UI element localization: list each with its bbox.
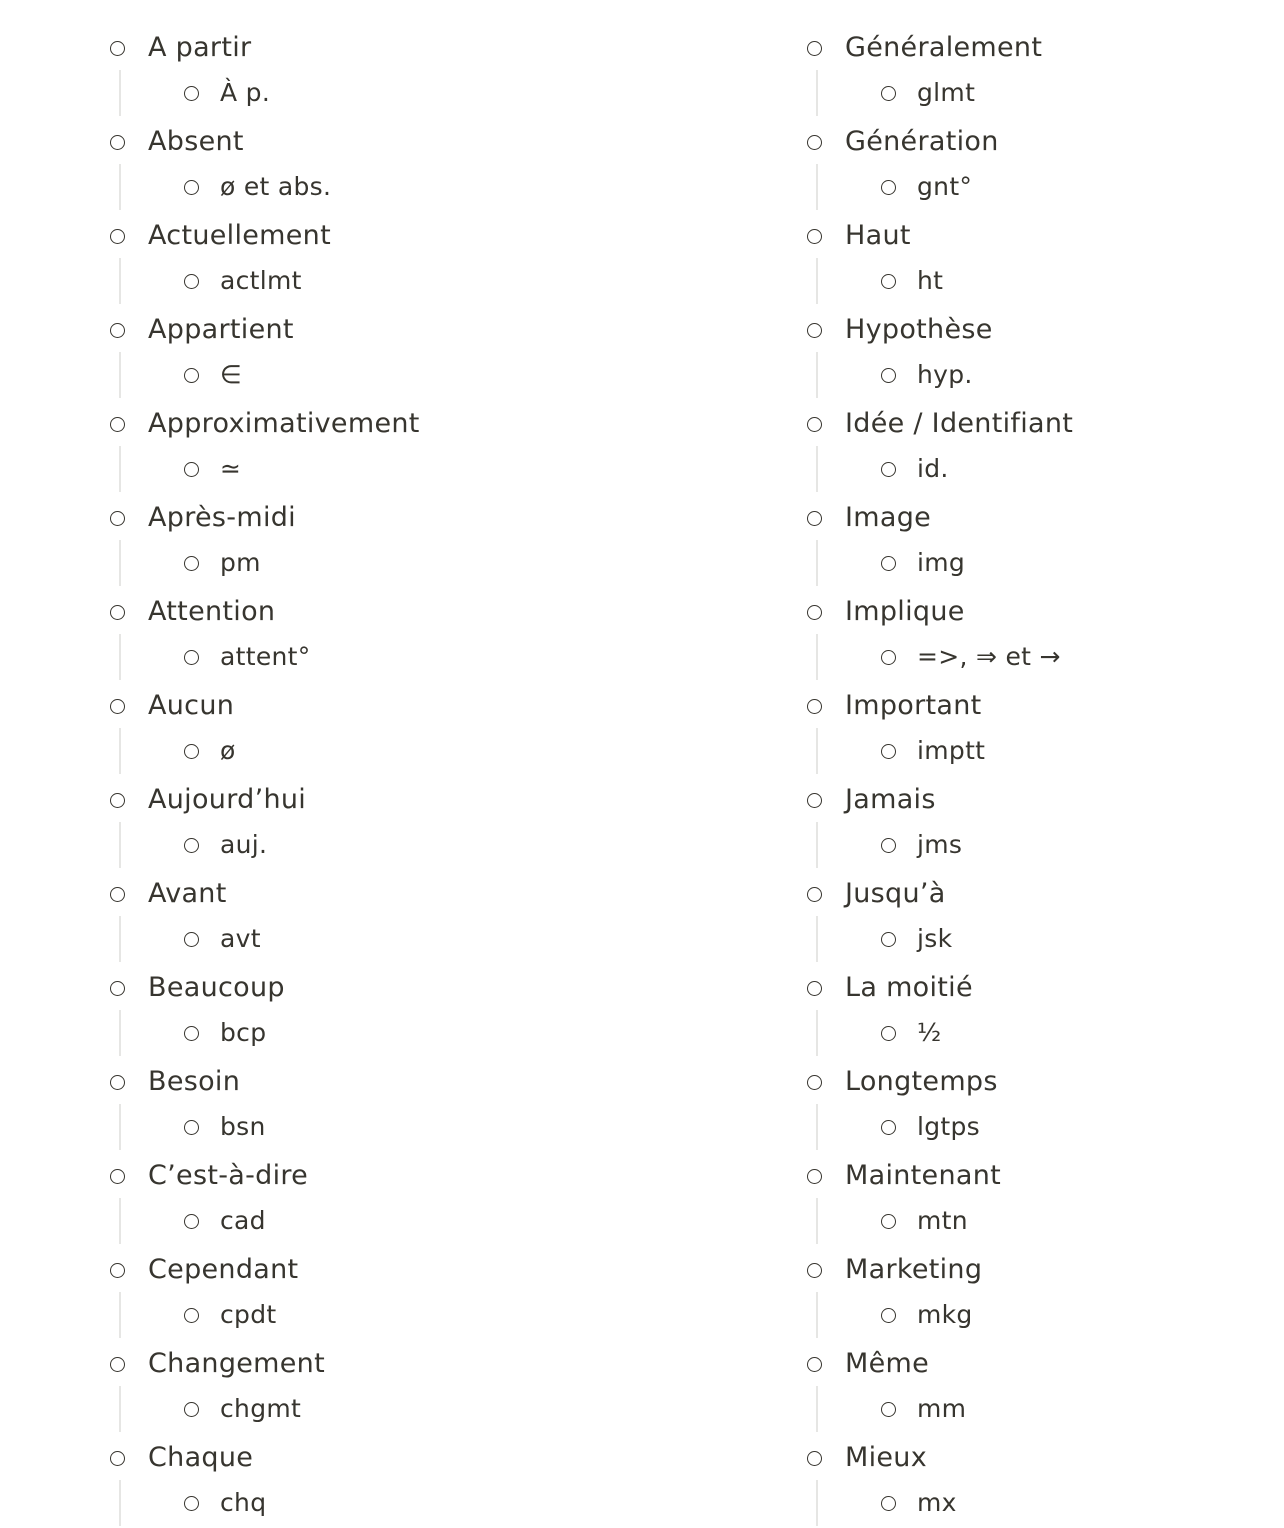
term-text: Changement xyxy=(148,1348,325,1379)
abbreviation-text: chgmt xyxy=(220,1394,302,1423)
abbreviation-row xyxy=(881,1486,957,1520)
term-row xyxy=(110,875,227,913)
term-text: Important xyxy=(845,690,982,721)
circle-bullet-icon xyxy=(110,41,125,56)
term-text: Haut xyxy=(845,220,911,251)
list-item xyxy=(110,752,730,859)
term-text: Attention xyxy=(148,596,276,627)
term-row xyxy=(110,217,331,255)
list-item xyxy=(110,1128,730,1235)
list-item xyxy=(110,1410,730,1517)
abbreviation-text: jms xyxy=(917,830,963,859)
list-item xyxy=(807,752,1267,859)
term-text: Après-midi xyxy=(148,502,296,533)
circle-bullet-icon xyxy=(807,699,822,714)
abbreviation-text: attent° xyxy=(220,642,311,671)
abbreviation-text: img xyxy=(917,548,966,577)
term-text: Absent xyxy=(148,126,244,157)
list-item xyxy=(807,94,1267,201)
circle-bullet-icon xyxy=(881,1496,896,1511)
term-text: Approximativement xyxy=(148,408,420,439)
list-item xyxy=(110,0,730,107)
abbreviation-text: mtn xyxy=(917,1206,968,1235)
term-row xyxy=(110,969,285,1007)
term-text: Aujourd’hui xyxy=(148,784,307,815)
abbreviation-text: chq xyxy=(220,1488,267,1517)
list-item xyxy=(807,658,1267,765)
term-text: Génération xyxy=(845,126,999,157)
abbreviation-text: =>, ⇒ et → xyxy=(917,642,1061,671)
term-text: Image xyxy=(845,502,932,533)
circle-bullet-icon xyxy=(807,887,822,902)
term-text: Même xyxy=(845,1348,930,1379)
list-item xyxy=(110,940,730,1047)
term-row xyxy=(110,29,252,67)
right-column xyxy=(807,0,1267,1517)
circle-bullet-icon xyxy=(110,1357,125,1372)
term-text: Longtemps xyxy=(845,1066,998,1097)
list-item xyxy=(807,470,1267,577)
list-item xyxy=(110,846,730,953)
abbreviation-text: ht xyxy=(917,266,944,295)
term-row xyxy=(110,687,235,725)
list-item xyxy=(807,1128,1267,1235)
abbreviation-text: bsn xyxy=(220,1112,266,1141)
term-row xyxy=(110,593,276,631)
term-row xyxy=(110,123,244,161)
circle-bullet-icon xyxy=(110,417,125,432)
nesting-guide-line xyxy=(119,1480,121,1526)
abbreviation-text: gnt° xyxy=(917,172,973,201)
circle-bullet-icon xyxy=(807,1075,822,1090)
abbreviation-text: lgtps xyxy=(917,1112,981,1141)
circle-bullet-icon xyxy=(110,887,125,902)
list-item xyxy=(807,282,1267,389)
term-text: Chaque xyxy=(148,1442,254,1473)
term-text: Généralement xyxy=(845,32,1043,63)
circle-bullet-icon xyxy=(807,605,822,620)
term-row xyxy=(807,217,911,255)
term-row xyxy=(807,405,1074,443)
list-item xyxy=(807,1410,1267,1517)
term-row xyxy=(110,1157,309,1195)
abbreviation-text: mkg xyxy=(917,1300,973,1329)
term-row xyxy=(110,781,307,819)
term-text: La moitié xyxy=(845,972,973,1003)
abbreviation-text: ∈ xyxy=(220,360,243,389)
circle-bullet-icon xyxy=(110,981,125,996)
circle-bullet-icon xyxy=(807,793,822,808)
circle-bullet-icon xyxy=(807,41,822,56)
term-text: Maintenant xyxy=(845,1160,1002,1191)
term-text: A partir xyxy=(148,32,252,63)
circle-bullet-icon xyxy=(110,229,125,244)
term-row xyxy=(110,405,420,443)
list-item xyxy=(807,188,1267,295)
list-item xyxy=(110,470,730,577)
term-text: Beaucoup xyxy=(148,972,285,1003)
term-row xyxy=(807,875,946,913)
term-text: Appartient xyxy=(148,314,294,345)
term-text: Implique xyxy=(845,596,965,627)
abbreviation-text: actlmt xyxy=(220,266,302,295)
abbreviation-text: bcp xyxy=(220,1018,267,1047)
circle-bullet-icon xyxy=(110,605,125,620)
list-item xyxy=(110,188,730,295)
circle-bullet-icon xyxy=(110,1169,125,1184)
term-row xyxy=(807,781,936,819)
list-item xyxy=(807,0,1267,107)
term-row xyxy=(807,1157,1002,1195)
abbreviation-text: ½ xyxy=(917,1018,942,1047)
circle-bullet-icon xyxy=(807,511,822,526)
abbreviation-text: ø xyxy=(220,736,236,765)
term-text: Cependant xyxy=(148,1254,299,1285)
circle-bullet-icon xyxy=(110,1075,125,1090)
circle-bullet-icon xyxy=(807,981,822,996)
list-item xyxy=(807,1222,1267,1329)
term-text: Actuellement xyxy=(148,220,331,251)
circle-bullet-icon xyxy=(807,417,822,432)
list-item xyxy=(807,1316,1267,1423)
abbreviation-text: mm xyxy=(917,1394,967,1423)
abbreviation-text: cad xyxy=(220,1206,266,1235)
abbreviation-text: glmt xyxy=(917,78,976,107)
list-item xyxy=(110,282,730,389)
circle-bullet-icon xyxy=(807,1169,822,1184)
term-text: C’est-à-dire xyxy=(148,1160,309,1191)
circle-bullet-icon xyxy=(110,135,125,150)
abbreviation-text: pm xyxy=(220,548,261,577)
abbreviation-text: ø et abs. xyxy=(220,172,332,201)
list-item xyxy=(807,564,1267,671)
abbreviation-text: mx xyxy=(917,1488,957,1517)
term-text: Marketing xyxy=(845,1254,983,1285)
nesting-guide-line xyxy=(816,1480,818,1526)
term-row xyxy=(807,1439,927,1477)
term-row xyxy=(807,123,999,161)
term-row xyxy=(110,499,296,537)
abbreviation-row xyxy=(184,1486,267,1520)
abbreviation-text: hyp. xyxy=(917,360,973,389)
term-text: Aucun xyxy=(148,690,235,721)
circle-bullet-icon xyxy=(807,229,822,244)
term-row xyxy=(807,593,965,631)
term-row xyxy=(807,969,973,1007)
list-item xyxy=(110,564,730,671)
list-item xyxy=(807,940,1267,1047)
abbreviation-text: auj. xyxy=(220,830,268,859)
term-row xyxy=(807,1345,930,1383)
term-row xyxy=(110,311,294,349)
list-item xyxy=(110,1316,730,1423)
term-row xyxy=(807,1063,998,1101)
list-item xyxy=(110,1034,730,1141)
list-item xyxy=(110,1222,730,1329)
list-item xyxy=(807,1034,1267,1141)
circle-bullet-icon xyxy=(807,1263,822,1278)
circle-bullet-icon xyxy=(110,1263,125,1278)
circle-bullet-icon xyxy=(807,323,822,338)
abbreviation-text: À p. xyxy=(220,78,271,107)
circle-bullet-icon xyxy=(110,511,125,526)
term-row xyxy=(110,1063,241,1101)
term-row xyxy=(110,1439,254,1477)
list-item xyxy=(110,376,730,483)
term-text: Jamais xyxy=(845,784,936,815)
term-row xyxy=(807,1251,983,1289)
term-row xyxy=(807,311,993,349)
circle-bullet-icon xyxy=(110,323,125,338)
abbreviation-text: ≃ xyxy=(220,454,242,483)
circle-bullet-icon xyxy=(807,135,822,150)
circle-bullet-icon xyxy=(807,1357,822,1372)
term-text: Hypothèse xyxy=(845,314,993,345)
circle-bullet-icon xyxy=(110,699,125,714)
abbreviation-text: imptt xyxy=(917,736,986,765)
circle-bullet-icon xyxy=(184,1496,199,1511)
term-row xyxy=(110,1251,299,1289)
circle-bullet-icon xyxy=(110,793,125,808)
list-item xyxy=(110,658,730,765)
term-text: Idée / Identifiant xyxy=(845,408,1074,439)
term-row xyxy=(807,499,932,537)
term-text: Mieux xyxy=(845,1442,927,1473)
term-text: Avant xyxy=(148,878,227,909)
list-item xyxy=(110,94,730,201)
left-column xyxy=(110,0,730,1517)
term-row xyxy=(807,29,1043,67)
abbreviation-text: id. xyxy=(917,454,949,483)
circle-bullet-icon xyxy=(807,1451,822,1466)
list-item xyxy=(807,376,1267,483)
abbreviation-text: cpdt xyxy=(220,1300,277,1329)
circle-bullet-icon xyxy=(110,1451,125,1466)
abbreviation-text: avt xyxy=(220,924,261,953)
term-text: Jusqu’à xyxy=(845,878,946,909)
term-row xyxy=(110,1345,325,1383)
term-row xyxy=(807,687,982,725)
abbreviation-text: jsk xyxy=(917,924,953,953)
list-item xyxy=(807,846,1267,953)
term-text: Besoin xyxy=(148,1066,241,1097)
